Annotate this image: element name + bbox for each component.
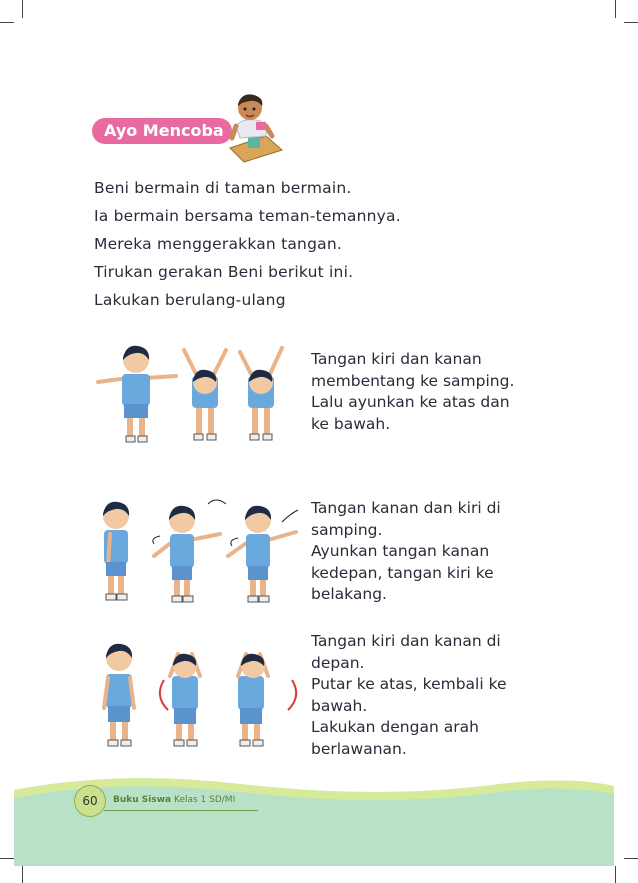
instruction-line: samping. xyxy=(311,520,383,539)
exercise-3-illustration xyxy=(96,640,302,754)
child-figure-swing xyxy=(153,500,226,602)
mascot-illustration xyxy=(222,92,284,164)
instruction-line: Lalu ayunkan ke atas dan xyxy=(311,393,510,411)
instruction-line: Ayunkan tangan kanan xyxy=(311,542,490,560)
instruction-line: Putar ke atas, kembali ke xyxy=(311,675,507,693)
instruction-line: bawah. xyxy=(311,696,368,715)
footer-grade: Kelas 1 SD/MI xyxy=(173,795,236,805)
child-figure-standing xyxy=(104,644,134,746)
child-figure-rotate xyxy=(160,654,200,746)
intro-line: Ia bermain bersama teman-temannya. xyxy=(94,207,401,225)
crop-mark xyxy=(624,22,638,23)
intro-text xyxy=(94,174,514,314)
instruction-line: membentang ke samping. xyxy=(311,371,515,390)
intro-line: Mereka menggerakkan tangan. xyxy=(94,235,342,253)
instruction-line: Lakukan dengan arah xyxy=(311,718,479,736)
child-figure-arms-up xyxy=(184,350,226,440)
crop-mark xyxy=(615,0,616,18)
section-badge-label: Ayo Mencoba xyxy=(104,121,224,140)
intro-line: Tirukan gerakan Beni berikut ini. xyxy=(94,263,354,281)
page-number: 60 xyxy=(74,785,106,817)
intro-line: Lakukan berulang-ulang xyxy=(94,291,286,309)
child-figure-rotate xyxy=(238,654,296,746)
instruction-line: berlawanan. xyxy=(311,739,407,758)
child-figure-arms-out xyxy=(98,346,176,442)
instruction-line: Tangan kiri dan kanan xyxy=(311,350,482,368)
exercise-2-instructions xyxy=(311,498,551,606)
instruction-line: kedepan, tangan kiri ke xyxy=(311,563,494,582)
section-badge xyxy=(92,118,232,144)
intro-line: Beni bermain di taman bermain. xyxy=(94,179,352,197)
footer-book-info xyxy=(113,795,235,805)
child-figure-side xyxy=(103,502,129,600)
footer-book-title: Buku Siswa xyxy=(113,795,172,805)
instruction-line: Tangan kiri dan kanan di xyxy=(311,632,501,650)
child-figure-swing xyxy=(228,506,298,602)
exercise-1-illustration xyxy=(94,340,294,450)
child-figure-arms-up xyxy=(240,348,282,440)
exercise-2-illustration xyxy=(92,494,304,608)
exercise-3-instructions xyxy=(311,631,551,760)
instruction-line: belakang. xyxy=(311,585,387,603)
crop-mark xyxy=(0,22,14,23)
crop-mark xyxy=(22,0,23,18)
exercise-1-instructions xyxy=(311,349,551,435)
instruction-line: Tangan kanan dan kiri di xyxy=(311,499,501,517)
instruction-line: depan. xyxy=(311,653,365,672)
footer-divider xyxy=(104,810,258,811)
instruction-line: ke bawah. xyxy=(311,414,391,433)
